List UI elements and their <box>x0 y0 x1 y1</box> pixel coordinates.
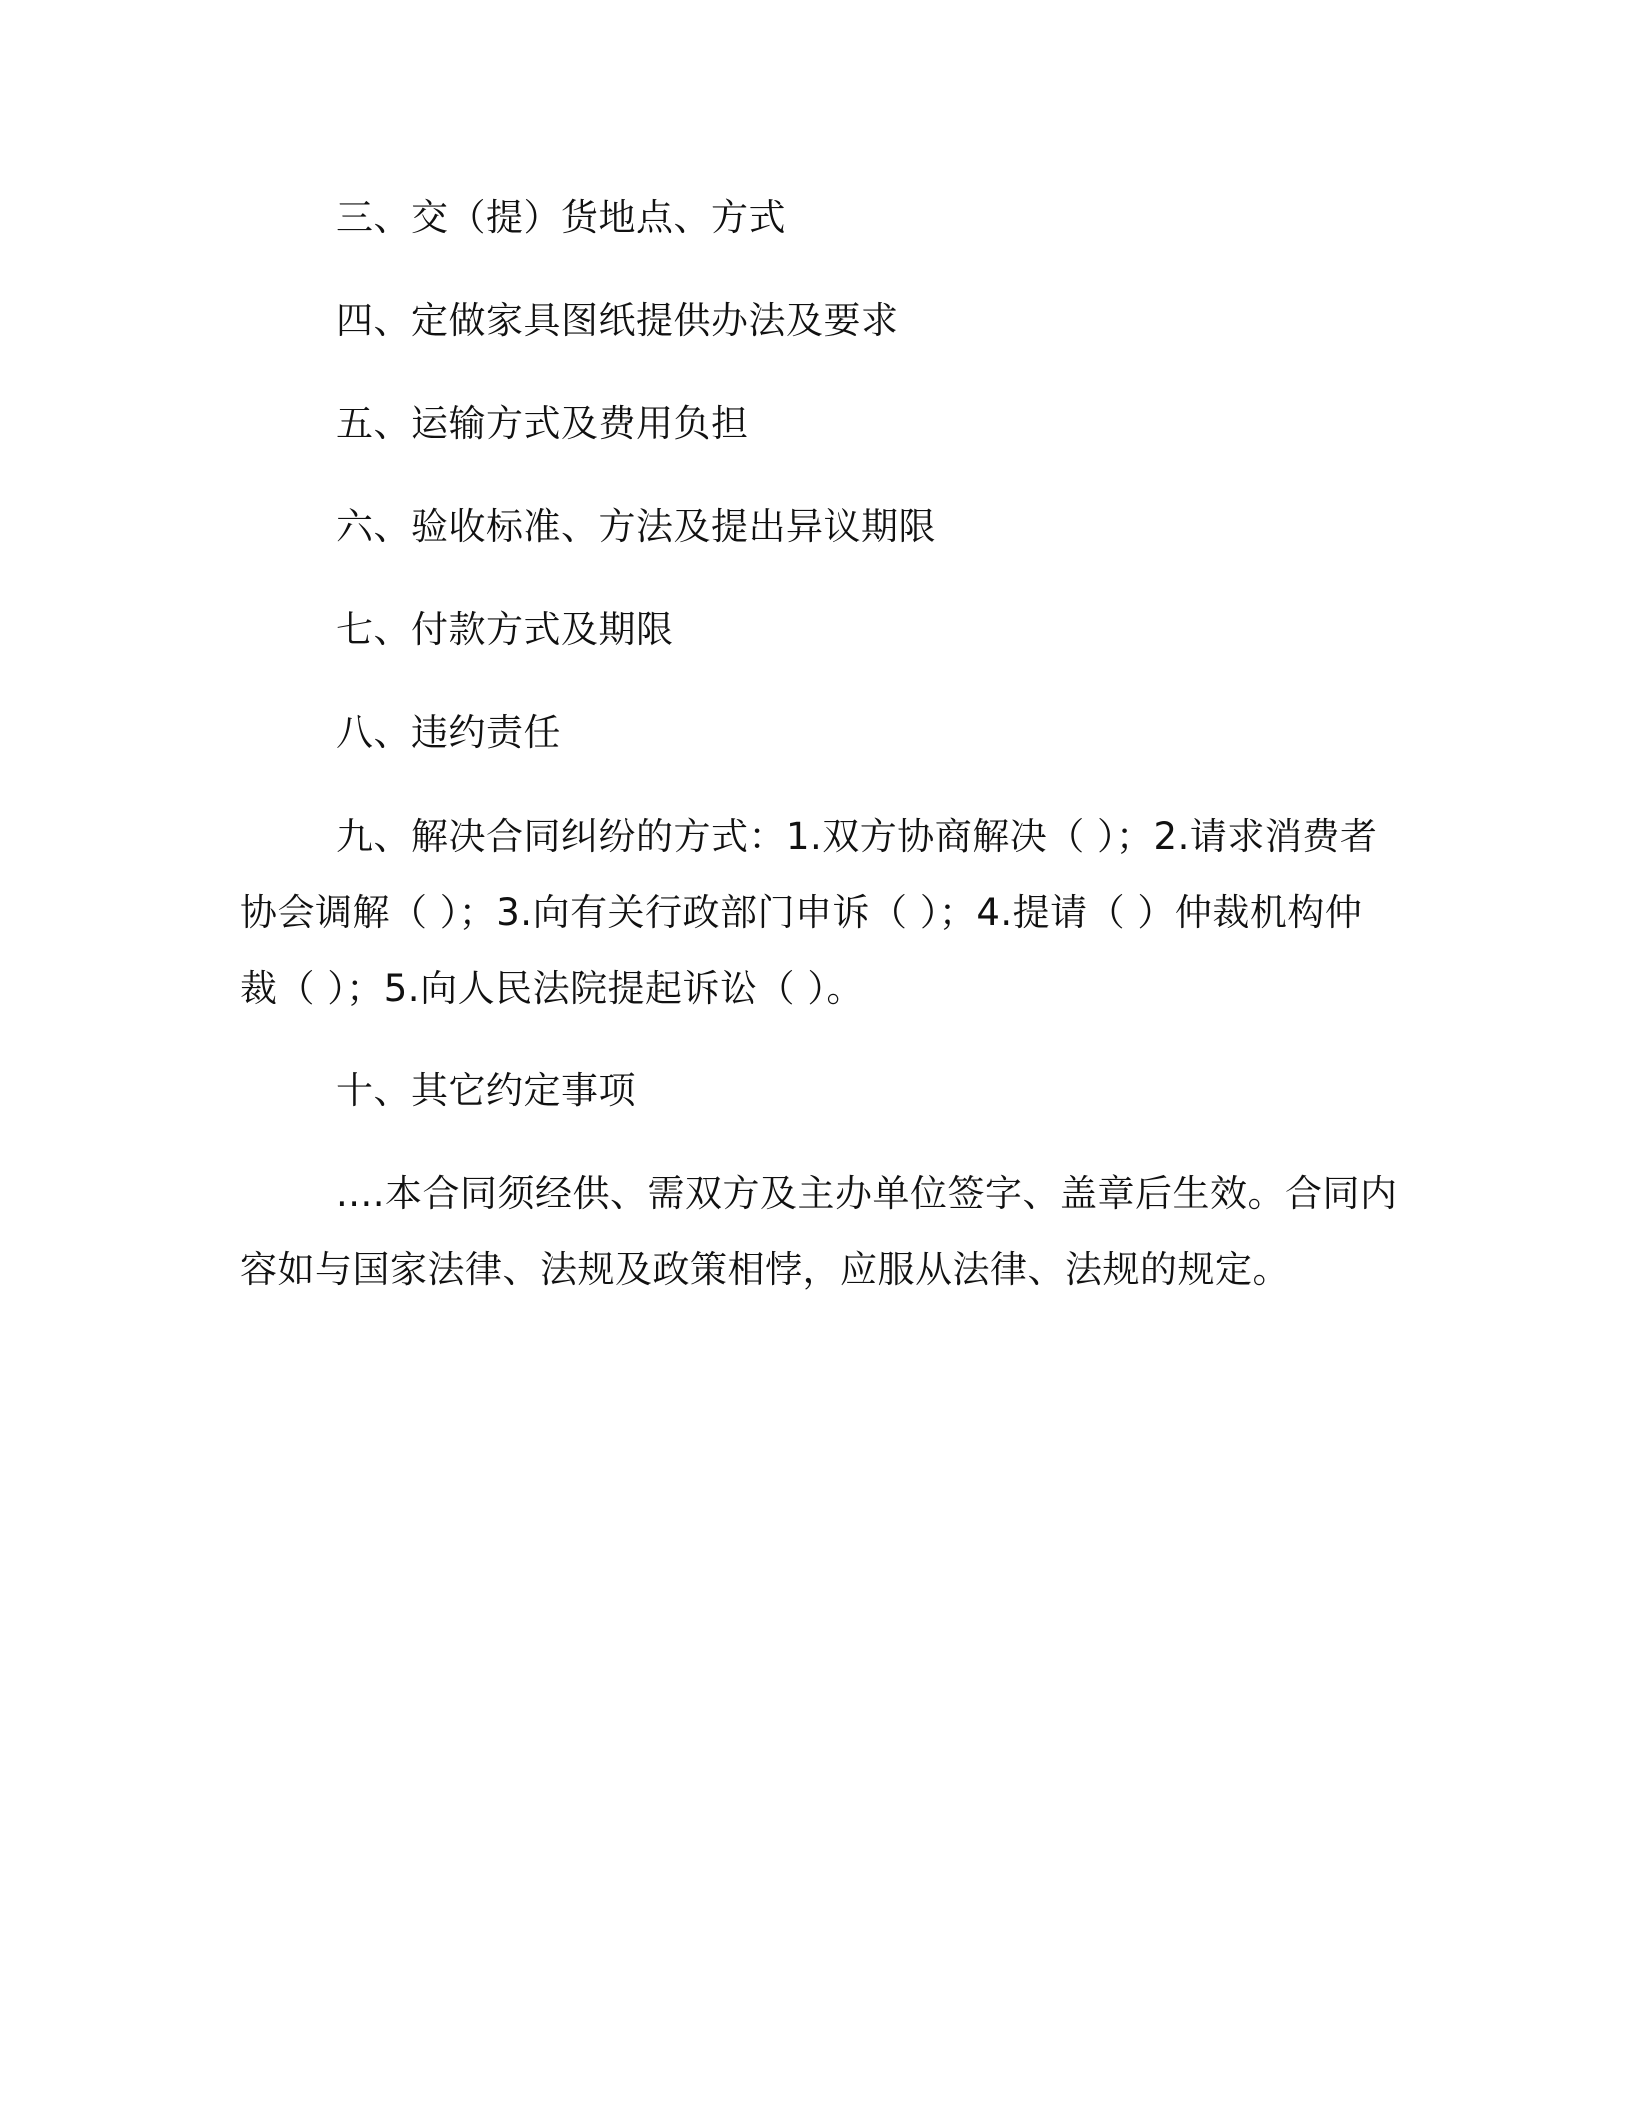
section-10-heading: 十、其它约定事项 <box>336 1069 636 1112</box>
section-9-line-3: 裁（ ）；5.向人民法院提起诉讼（ ）。 <box>240 967 864 1010</box>
section-5-heading: 五、运输方式及费用负担 <box>336 402 749 445</box>
section-8-heading: 八、违约责任 <box>336 711 561 754</box>
section-6-heading: 六、验收标准、方法及提出异议期限 <box>336 505 936 548</box>
section-7-heading: 七、付款方式及期限 <box>336 608 674 651</box>
section-9-line-2: 协会调解（ ）；3.向有关行政部门申诉（ ）；4.提请（ ）仲裁机构仲 <box>240 891 1363 934</box>
section-3-heading: 三、交（提）货地点、方式 <box>336 196 786 239</box>
section-4-heading: 四、定做家具图纸提供办法及要求 <box>336 299 899 342</box>
closing-line-1: ....本合同须经供、需双方及主办单位签字、盖章后生效。合同内 <box>336 1172 1398 1215</box>
section-9-line-1: 九、解决合同纠纷的方式：1.双方协商解决（ ）；2.请求消费者 <box>336 815 1378 858</box>
closing-line-2: 容如与国家法律、法规及政策相悖，应服从法律、法规的规定。 <box>240 1248 1290 1291</box>
